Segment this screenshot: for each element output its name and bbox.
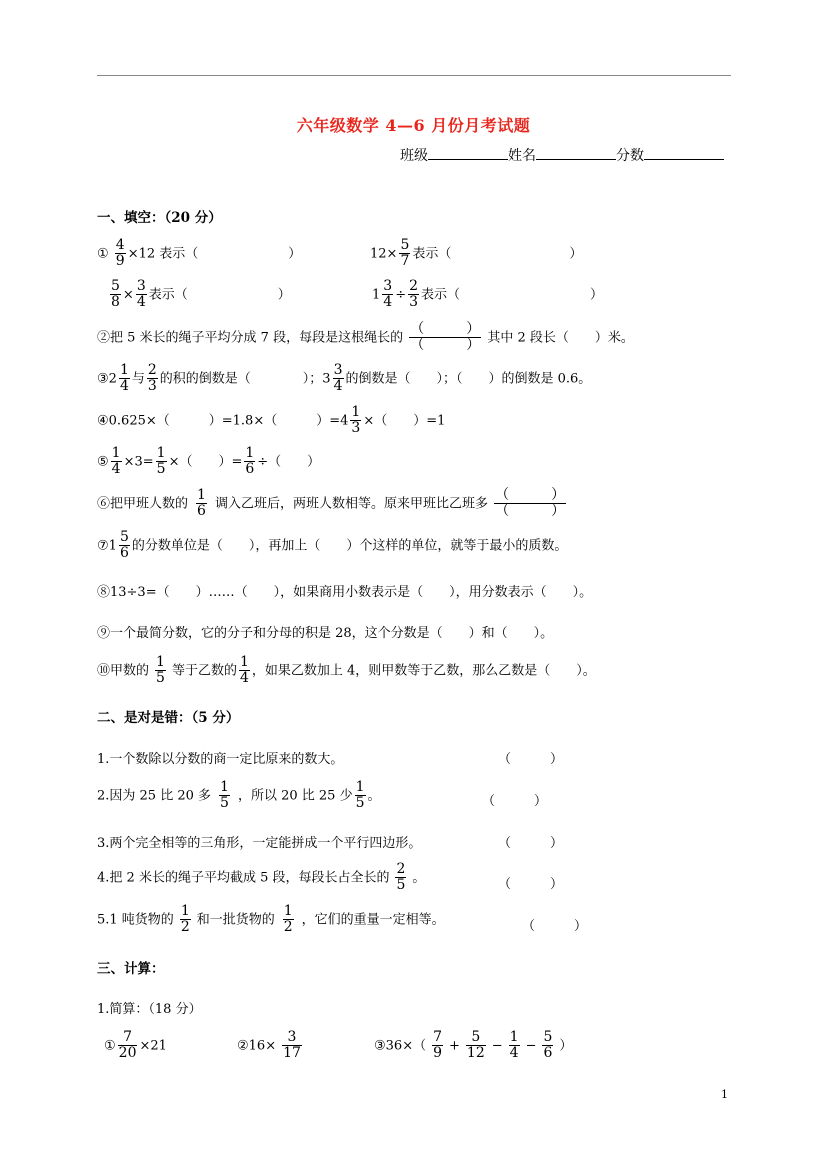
fraction: $\frac{3}{4}$: [333, 362, 343, 395]
fraction: $\frac{2}{5}$: [396, 861, 406, 894]
score-label: 分数: [616, 148, 644, 164]
section-2-heading: 二、是对是错：（5 分）: [97, 710, 240, 726]
tf-answer-1[interactable]: （ ）: [498, 752, 564, 767]
question-9: ⑨一个最简分数，它的分子和分母的积是 28，这个分数是（ ）和（ ）。: [97, 626, 554, 641]
score-blank[interactable]: [644, 147, 724, 160]
fraction: $\frac{5}{6}$: [119, 529, 129, 562]
student-info: [400, 145, 724, 165]
fraction: $\frac{7}{20}$: [118, 1029, 137, 1062]
fraction: $\frac{2}{3}$: [147, 362, 157, 395]
fraction: $\frac{2}{3}$: [409, 278, 419, 311]
question-4: ④0.625×（ ）=1.8×（ ）=4 $\frac{1}{3}$ ×（ ）=1: [97, 404, 446, 437]
section-3-heading: 三、计算：: [97, 961, 165, 977]
fraction: $\frac{1}{4}$: [509, 1029, 519, 1062]
answer-fraction: $\frac{( )}{( )}$: [410, 321, 481, 354]
fraction: $\frac{1}{4}$: [239, 654, 249, 687]
fraction: $\frac{4}{9}$: [115, 237, 125, 270]
calc-1: ① $\frac{7}{20}$ ×21: [104, 1029, 167, 1062]
fraction: $\frac{5}{12}$: [466, 1029, 485, 1062]
class-label: 班级: [400, 148, 428, 164]
tf-question-5: 5.1 吨货物的 $\frac{1}{2}$ 和一批货物的 $\frac{1}{2}$ ，它们的重量一定相等。: [97, 903, 445, 936]
name-blank[interactable]: [536, 147, 616, 160]
fraction: $\frac{7}{9}$: [433, 1029, 443, 1062]
tf-question-3: 3.两个完全相等的三角形，一定能拼成一个平行四边形。: [97, 836, 422, 851]
page-number: 1: [721, 1088, 728, 1101]
fraction: $\frac{1}{5}$: [156, 445, 166, 478]
fraction: $\frac{3}{17}$: [283, 1029, 301, 1062]
question-8: ⑧13÷3=（ ）……（ ），如果商用小数表示是（ ），用分数表示（ ）。: [97, 585, 593, 600]
fraction: $\frac{1}{2}$: [180, 903, 190, 936]
fraction: $\frac{3}{4}$: [136, 278, 146, 311]
question-1d: 1 $\frac{3}{4}$ ÷ $\frac{2}{3}$ 表示（ ）: [372, 278, 604, 311]
question-6: ⑥把甲班人数的 $\frac{1}{6}$ 调入乙班后，两班人数相等。原来甲班比乙班多 $\frac{( )}{( )}$: [97, 487, 566, 520]
calc-2: ②16× $\frac{3}{17}$: [237, 1029, 301, 1062]
name-label: 姓名: [508, 148, 536, 164]
calc-3: ③36×（ $\frac{7}{9}$ + $\frac{5}{12}$ − $\frac{1}{4}$ − $\frac{5}{6}$ ）: [374, 1029, 573, 1062]
tf-question-1: 1.一个数除以分数的商一定比原来的数大。: [97, 752, 344, 767]
fraction: $\frac{1}{6}$: [197, 487, 206, 520]
question-5: ⑤ $\frac{1}{4}$ ×3= $\frac{1}{5}$ ×（ ）= $\frac{1}{6}$ ÷（ ）: [97, 445, 321, 478]
calc-subheading: 1.简算：（18 分）: [97, 1002, 202, 1017]
question-3: ③2 $\frac{1}{4}$ 与 $\frac{2}{3}$ 的积的倒数是（ ）；3 $\frac{3}{4}$ 的倒数是（ ）；（ ）的倒数是 0.6。: [97, 362, 592, 395]
tf-question-2: 2.因为 25 比 20 多 $\frac{1}{5}$ ，所以 20 比 25 少 $\frac{1}{5}$ 。: [97, 779, 381, 812]
class-blank[interactable]: [428, 147, 508, 160]
fraction: $\frac{1}{5}$: [220, 779, 229, 812]
tf-answer-5[interactable]: （ ）: [522, 919, 588, 934]
fraction: $\frac{1}{4}$: [119, 362, 129, 395]
fraction: $\frac{1}{6}$: [245, 445, 255, 478]
question-1b: 12× $\frac{5}{7}$ 表示（ ）: [370, 237, 583, 270]
section-1-heading: 一、填空：（20 分）: [97, 210, 222, 226]
fraction: $\frac{5}{8}$: [111, 278, 120, 311]
fraction: $\frac{5}{6}$: [543, 1029, 553, 1062]
question-2: ②把 5 米长的绳子平均分成 7 段，每段是这根绳长的 $\frac{( )}{( )}$ 其中 2 段长（ ）米。: [97, 321, 634, 354]
question-10: ⑩甲数的 $\frac{1}{5}$ 等于乙数的 $\frac{1}{4}$ ，如果乙数加上 4，则甲数等于乙数，那么乙数是（ ）。: [97, 654, 596, 687]
answer-fraction: $\frac{( )}{( )}$: [495, 487, 566, 520]
fraction: $\frac{5}{7}$: [400, 237, 410, 270]
fraction: $\frac{1}{2}$: [283, 903, 293, 936]
header-rule: [97, 75, 731, 76]
question-1a: ① $\frac{4}{9}$ ×12 表示（ ）: [97, 237, 302, 270]
page-title: 六年级数学 4—6 月份月考试题: [296, 116, 531, 135]
tf-answer-4[interactable]: （ ）: [498, 877, 564, 892]
fraction: $\frac{1}{4}$: [111, 445, 121, 478]
fraction: $\frac{1}{5}$: [355, 779, 365, 812]
fraction: $\frac{1}{3}$: [351, 404, 361, 437]
fraction: $\frac{3}{4}$: [383, 278, 393, 311]
tf-question-4: 4.把 2 米长的绳子平均截成 5 段，每段长占全长的 $\frac{2}{5}$ 。: [97, 861, 426, 894]
tf-answer-2[interactable]: （ ）: [482, 794, 548, 809]
fraction: $\frac{1}{5}$: [156, 654, 165, 687]
question-7: ⑦1 $\frac{5}{6}$ 的分数单位是（ ），再加上（ ）个这样的单位，就等于最小的质数。: [97, 529, 568, 562]
question-1c: $\frac{5}{8}$ × $\frac{3}{4}$ 表示（ ）: [111, 278, 291, 311]
tf-answer-3[interactable]: （ ）: [498, 836, 564, 851]
